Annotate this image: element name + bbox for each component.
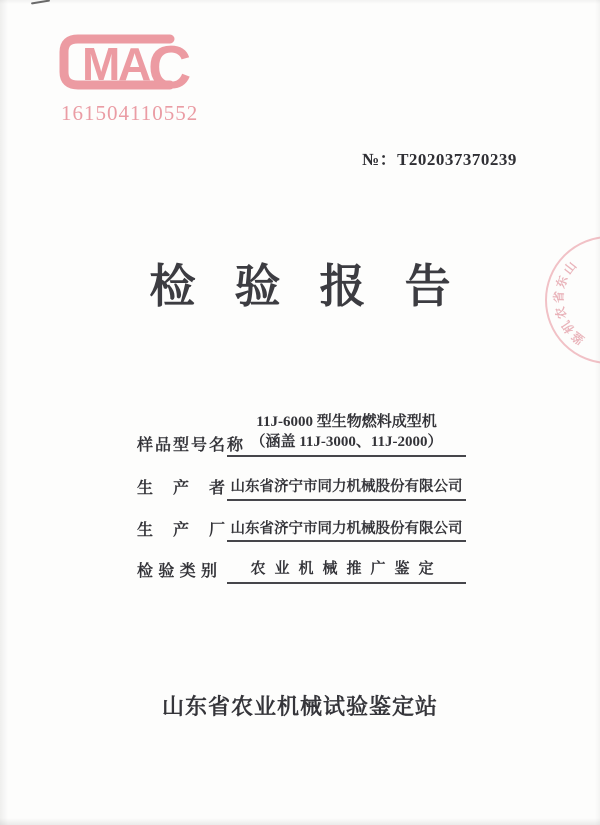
- side-seal-char: 农: [552, 305, 570, 321]
- report-number-value: T202037370239: [397, 150, 517, 169]
- producer-underline: [227, 499, 466, 501]
- cma-stamp: [58, 28, 199, 125]
- svg-text:C: C: [148, 34, 192, 98]
- producer-label: 生产者: [137, 480, 225, 497]
- cma-logo-icon: [58, 28, 198, 98]
- issuing-organization: 山东省农业机械试验鉴定站: [161, 694, 438, 719]
- report-number: [362, 145, 517, 170]
- svg-text:A: A: [118, 38, 152, 90]
- sample-model-label: 样品型号名称: [137, 437, 243, 454]
- side-seal-char: 省: [551, 290, 567, 304]
- side-seal-char: 山: [560, 258, 580, 278]
- sample-model-value-line2: （涵盖 11J-3000、11J-2000）: [250, 434, 443, 450]
- side-seal-char: 机: [558, 318, 578, 336]
- scan-edge-top: [0, 0, 600, 4]
- inspection-type-value: 农业机械推广鉴定: [250, 561, 443, 577]
- inspection-type-label: 检验类别: [137, 563, 217, 580]
- scan-edge-bottom: [0, 818, 600, 825]
- document-title: 检验报告: [149, 261, 490, 312]
- cma-cert-number: 161504110552: [61, 101, 199, 125]
- document-title-row: [0, 250, 600, 316]
- side-seal-char: 鉴: [568, 328, 588, 348]
- sample-model-underline: [227, 455, 466, 457]
- inspection-type-underline: [227, 582, 466, 584]
- factory-label: 生产厂: [137, 522, 225, 539]
- producer-value: 山东省济宁市同力机械股份有限公司: [230, 479, 463, 495]
- svg-text:M: M: [82, 38, 121, 90]
- factory-value: 山东省济宁市同力机械股份有限公司: [230, 521, 463, 537]
- sample-model-value-line1: 11J-6000 型生物燃料成型机: [256, 414, 437, 430]
- report-number-label: №：: [362, 150, 398, 169]
- side-seal-char: 东: [553, 273, 571, 291]
- factory-underline: [227, 540, 466, 542]
